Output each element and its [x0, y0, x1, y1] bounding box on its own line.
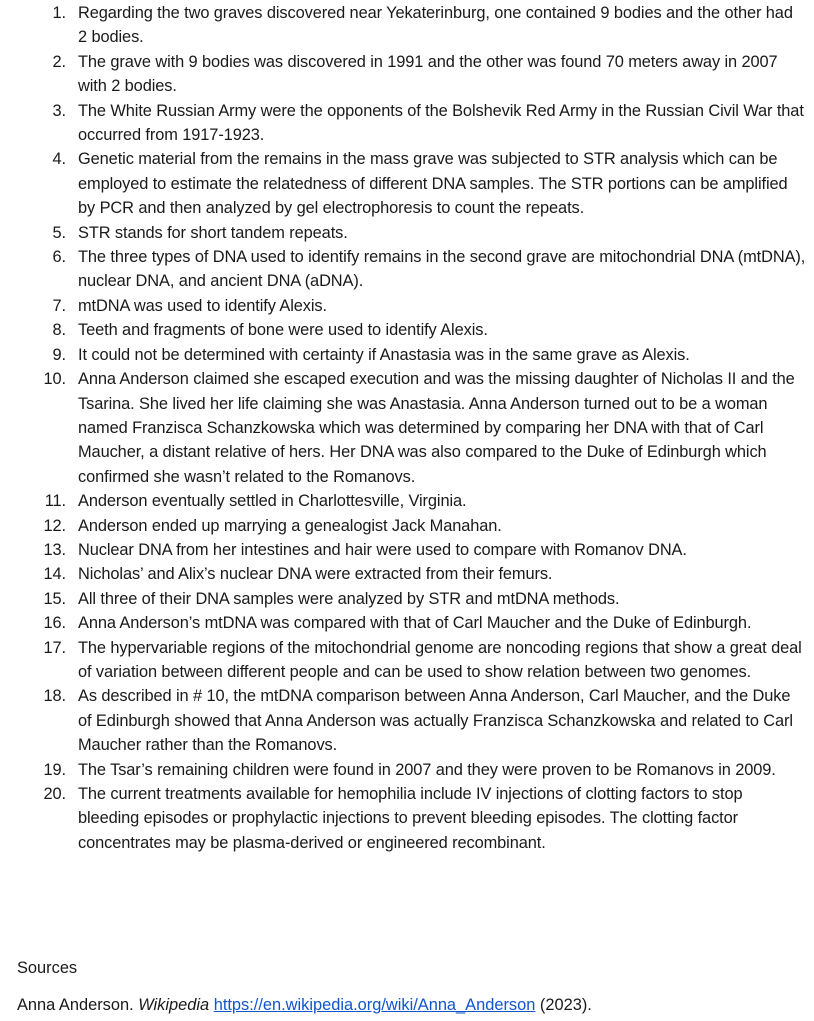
answer-text: As described in # 10, the mtDNA comparison between Anna Anderson, Carl Maucher, and the Duke of Edinburgh showed that Anna Anderson was actually Franzisca Schanzkowska and related to Carl Maucher rather than the Romanovs. [78, 687, 793, 755]
answer-number: 13. [43, 540, 66, 559]
answer-text: Regarding the two graves discovered near Yekaterinburg, one contained 9 bodies and the other had 2 bodies. [78, 4, 793, 47]
answer-number: 4. [52, 150, 66, 169]
answer-item [0, 99, 814, 148]
answer-text: The Tsar’s remaining children were found in 2007 and they were proven to be Romanovs in 2009. [78, 760, 776, 779]
answer-number: 8. [52, 321, 66, 340]
answer-item [0, 245, 814, 294]
answer-item [0, 489, 814, 513]
answer-text: The White Russian Army were the opponents of the Bolshevik Red Army in the Russian Civil War that occurred from 1917-1923. [78, 101, 804, 145]
answer-item [0, 636, 814, 685]
answer-item [0, 50, 814, 99]
answer-text: It could not be determined with certainty if Anastasia was in the same grave as Alexis. [78, 345, 690, 364]
answer-number: 17. [43, 638, 66, 657]
answer-item [0, 758, 814, 782]
answer-text: Nuclear DNA from her intestines and hair were used to compare with Romanov DNA. [78, 540, 687, 559]
answer-text: The grave with 9 bodies was discovered in 1991 and the other was found 70 meters away in 2007 with 2 bodies. [78, 52, 778, 96]
answer-number: 18. [43, 687, 66, 706]
citation-year: (2023). [539, 996, 592, 1014]
answer-text: The three types of DNA used to identify remains in the second grave are mitochondrial DNA (mtDNA), nuclear DNA, and ancient DNA (aDNA). [78, 248, 806, 291]
answer-number: 7. [52, 296, 66, 315]
answer-item [0, 294, 814, 318]
answer-text: Anna Anderson claimed she escaped execution and was the missing daughter of Nicholas II and the Tsarina. She lived her life claiming she was Anastasia. Anna Anderson turned out to be a woman named Franzisca Schanzkowska which was determined by comparing her DNA with that of Carl Maucher, a distant relative of hers. Her DNA was also compared to the Duke of Edinburgh which confirmed she wasn’t related to the Romanovs. [78, 370, 795, 486]
answer-text: The current treatments available for hemophilia include IV injections of clotting factors to stop bleeding episodes or prophylactic injections to prevent bleeding episodes. The clotting factor concentrates may be plasma-derived or engineered recombinant. [78, 785, 743, 852]
answer-text: Genetic material from the remains in the mass grave was subjected to STR analysis which can be employed to estimate the relatedness of different DNA samples. The STR portions can be amplified by PCR and then analyzed by gel electrophoresis to count the repeats. [78, 150, 788, 218]
answer-text: STR stands for short tandem repeats. [78, 223, 348, 242]
answer-number: 3. [52, 101, 66, 120]
answer-item [0, 562, 814, 586]
answer-number: 10. [43, 370, 66, 389]
answer-number: 20. [43, 785, 66, 803]
answer-item [0, 318, 814, 342]
answer-number: 9. [52, 345, 66, 364]
answer-text: Teeth and fragments of bone were used to identify Alexis. [78, 321, 488, 340]
citation-author: Anna Anderson. [17, 996, 134, 1014]
answer-text: All three of their DNA samples were analyzed by STR and mtDNA methods. [78, 589, 620, 608]
answer-text: Anderson ended up marrying a genealogist Jack Manahan. [78, 516, 502, 535]
answer-number: 6. [52, 248, 66, 267]
answer-item [0, 1, 814, 50]
answer-item [0, 587, 814, 611]
answer-text: mtDNA was used to identify Alexis. [78, 296, 327, 315]
answer-item [0, 343, 814, 367]
answer-number: 11. [44, 492, 66, 511]
answer-number: 5. [52, 223, 66, 242]
answer-number: 15. [43, 589, 66, 608]
answer-item [0, 514, 814, 538]
answer-number: 2. [52, 52, 66, 71]
answer-number: 19. [43, 760, 66, 779]
answer-number: 1. [52, 4, 66, 22]
citation-link[interactable]: https://en.wikipedia.org/wiki/Anna_Anderson [213, 996, 536, 1014]
answer-number: 14. [43, 565, 66, 584]
sources-heading: Sources [17, 959, 78, 977]
answer-text: Anna Anderson’s mtDNA was compared with that of Carl Maucher and the Duke of Edinburgh. [78, 614, 752, 633]
answer-item [0, 538, 814, 562]
answer-text: Anderson eventually settled in Charlottesville, Virginia. [78, 492, 467, 511]
answer-item [0, 611, 814, 635]
citation-publication: Wikipedia [138, 996, 210, 1014]
answer-number: 16. [43, 614, 66, 633]
answer-item [0, 782, 814, 855]
answer-text: The hypervariable regions of the mitochondrial genome are noncoding regions that show a great deal of variation between different people and can be used to show relation between two genomes. [78, 638, 802, 681]
answer-number: 12. [43, 516, 66, 535]
citation [17, 993, 592, 1017]
answer-text: Nicholas’ and Alix’s nuclear DNA were extracted from their femurs. [78, 565, 553, 584]
answer-item [0, 221, 814, 245]
answer-item [0, 147, 814, 220]
answer-item [0, 684, 814, 757]
answer-item [0, 367, 814, 489]
